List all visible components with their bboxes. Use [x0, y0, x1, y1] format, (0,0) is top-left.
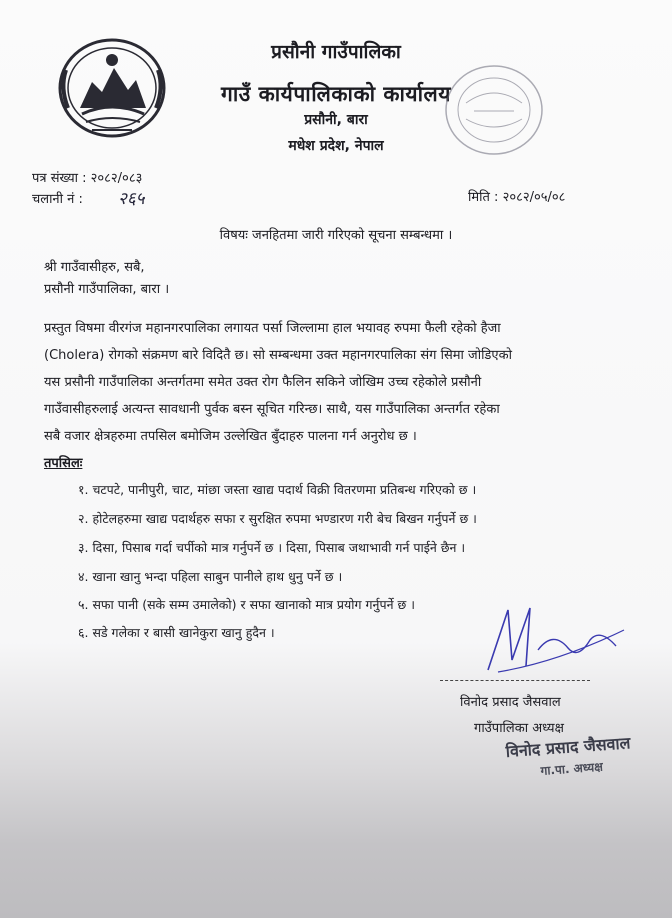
subject-line: विषयः जनहितमा जारी गरिएको सूचना सम्बन्धमा । — [219, 228, 453, 243]
list-item: ४. खाना खानु भन्दा पहिला साबुन पानीले हाथ धुनु पर्ने छ । — [78, 569, 343, 584]
letter-date: मिति : २०८२/०५/०८ — [468, 190, 566, 205]
details-heading: तपसिलः — [44, 456, 83, 471]
addressee-line-1: श्री गाउँवासीहरु, सबै, — [44, 260, 145, 275]
body-line: प्रस्तुत विषमा वीरगंज महानगरपालिका लगायत पर्सा जिल्लामा हाल भयावह रुपमा फैली रहेको हैजा — [44, 321, 501, 336]
signatory-name: विनोद प्रसाद जैसवाल — [460, 695, 561, 710]
body-line: सबै वजार क्षेत्रहरुमा तपसिल बमोजिम उल्लेखित बुँदाहरु पालना गर्न अनुरोध छ । — [44, 429, 417, 444]
title-stamp: गा.पा. अध्यक्ष — [540, 759, 604, 778]
list-item: ३. दिसा, पिसाब गर्दा चर्पीको मात्र गर्नुपर्ने छ । दिसा, पिसाब जथाभावी गर्न पाईने छैन । — [78, 540, 466, 555]
reference-number: पत्र संख्या : २०८२/०८३ — [32, 171, 143, 186]
dispatch-number-value: २६५ — [118, 189, 145, 209]
signature-divider — [440, 680, 590, 681]
handwritten-signature-icon — [478, 600, 628, 680]
letterhead-location: प्रसौनी, बारा — [304, 112, 368, 128]
name-stamp: विनोद प्रसाद जैसवाल — [505, 733, 632, 761]
office-stamp-icon — [430, 55, 550, 165]
letterhead-province: मधेश प्रदेश, नेपाल — [288, 138, 384, 154]
body-line: गाउँवासीहरुलाई अत्यन्त सावधानी पुर्वक बस्न सूचित गरिन्छ। साथै, यस गाउँपालिका अन्तर्गत रहेका — [44, 402, 500, 417]
list-item: ६. सडे गलेका र बासी खानेकुरा खानु हुदैन । — [78, 625, 275, 640]
dispatch-number-label: चलानी नं : — [32, 192, 83, 207]
signatory-title: गाउँपालिका अध्यक्ष — [474, 721, 564, 736]
letterhead-municipality: प्रसौनी गाउँपालिका — [271, 41, 401, 63]
list-item: ५. सफा पानी (सके सम्म उमालेको) र सफा खानाको मात्र प्रयोग गर्नुपर्ने छ । — [78, 597, 415, 612]
body-line: (Cholera) रोगको संक्रमण बारे विदितै छ। सो सम्बन्धमा उक्त महानगरपालिका संग सिमा जोडिएको — [44, 348, 512, 363]
list-item: २. होटेलहरुमा खाद्य पदार्थहरु सफा र सुरक्षित रुपमा भण्डारण गरी बेच बिखन गर्नुपर्ने छ । — [78, 511, 477, 526]
body-line: यस प्रसौनी गाउँपालिका अन्तर्गतमा समेत उक्त रोग फैलिन सकिने जोखिम उच्च रहेकोले प्रसौनी — [44, 375, 482, 390]
letterhead-office: गाउँ कार्यपालिकाको कार्यालय — [221, 82, 451, 106]
addressee-line-2: प्रसौनी गाउँपालिका, बारा । — [44, 282, 170, 297]
list-item: १. चटपटे, पानीपुरी, चाट, मांछा जस्ता खाद्य पदार्थ विक्री वितरणमा प्रतिबन्ध गरिएको छ । — [78, 482, 477, 497]
